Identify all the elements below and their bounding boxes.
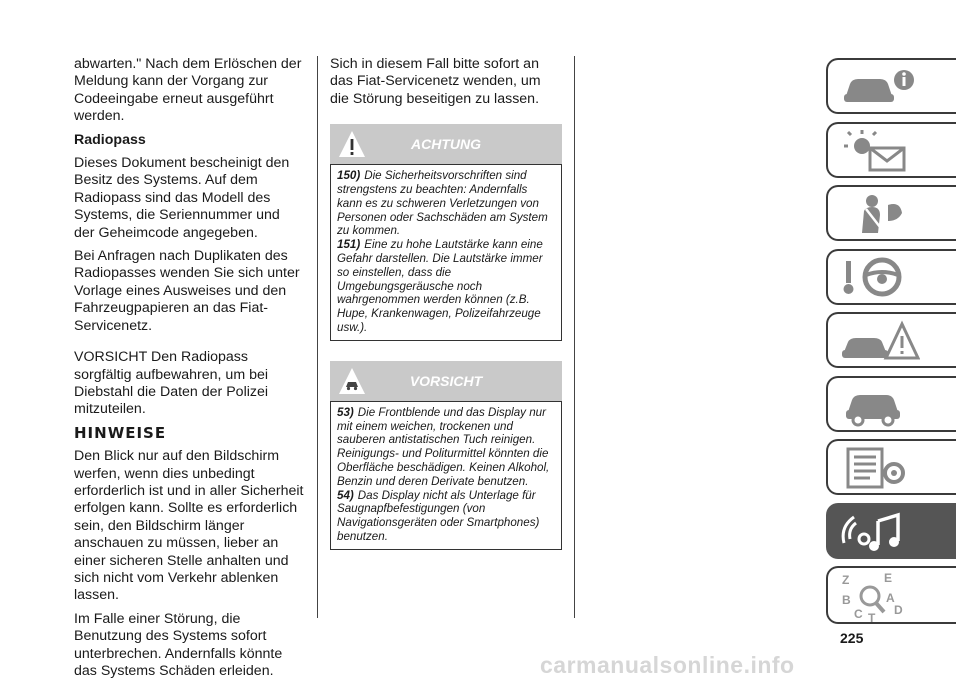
warning-lights-icon — [840, 128, 920, 174]
hinweise-heading: HINWEISE — [74, 423, 167, 442]
achtung-item — [337, 238, 555, 335]
chapter-tabs — [826, 58, 956, 632]
seat-safety-icon — [840, 191, 920, 237]
tab-car-emergency[interactable] — [826, 312, 956, 368]
hinweise-paragraph-2: Im Falle einer Störung, die Benutzung des Systems sofort unterbrechen. Andernfalls könnte das Systems Schäden erleiden. — [74, 610, 283, 679]
index-letter: A — [886, 591, 895, 605]
radiopass-heading: Radiopass — [74, 131, 146, 148]
radiopass-paragraph-2: Bei Anfragen nach Duplikaten des Radiopasses wenden Sie sich unter Vorlage eines Ausweises und den Fahrzeugpapieren an das Fiat-Servicenetz. — [74, 248, 300, 334]
achtung-text: Die Sicherheitsvorschriften sind strengstens zu beachten: Andernfalls kann es zu schweren Verletzungen von Personen oder Sachschäden am System zu kommen. — [337, 169, 548, 238]
tab-seat-safety[interactable] — [826, 185, 956, 241]
tab-car-info[interactable] — [826, 58, 956, 114]
achtung-header — [330, 124, 562, 164]
vorsicht-ref: 53) — [337, 405, 354, 419]
car-info-icon — [840, 64, 920, 110]
index-letter: Z — [842, 573, 850, 587]
right-intro-paragraph: Sich in diesem Fall bitte sofort an das Fiat-Servicenetz wenden, um die Störung beseitigen zu lassen. — [330, 56, 541, 107]
car-maintenance-icon — [840, 382, 920, 428]
hinweise-paragraph-1: Den Blick nur auf den Bildschirm werfen, wenn dies unbedingt erforderlich ist und in aller Sicherheit erfolgen kann. Sollte es erforderlich sein, den Bildschirm länger anschauen zu müssen, lieber an einer sicheren Stelle anhalten und sich nicht vom Verkehr ablenken lassen. — [74, 448, 304, 604]
radiopass-paragraph-3: VORSICHT Den Radiopass sorgfältig aufbewahren, um bei Diebstahl die Daten der Polizei mitzuteilen. — [74, 349, 269, 418]
tab-warning-lights[interactable] — [826, 122, 956, 178]
achtung-ref: 150) — [337, 169, 361, 183]
tab-multimedia[interactable] — [826, 503, 956, 559]
vorsicht-text: Die Frontblende und das Display nur mit einem weichen, trockenen und sauberen antistatischen Tuch reinigen. Reinigungs- und Politurmittel könnten die Oberfläche beschädigen. Keinen Alkohol, Benzin und deren Derivate benutzen. — [337, 405, 550, 488]
intro-paragraph: abwarten." Nach dem Erlöschen der Meldung kann der Vorgang zur Codeeingabe erneut ausgeführt werden. — [74, 56, 302, 125]
index-letter: E — [884, 572, 893, 585]
technical-data-icon — [840, 445, 920, 491]
index-letter: D — [894, 603, 903, 617]
vorsicht-ref: 54) — [337, 488, 354, 502]
index-letter: C — [854, 607, 863, 621]
tab-car-maintenance[interactable] — [826, 376, 956, 432]
index-letter: T — [868, 611, 876, 622]
left-column — [74, 56, 304, 686]
column-divider-2 — [574, 56, 575, 618]
multimedia-icon — [840, 509, 920, 555]
tab-index[interactable] — [826, 566, 956, 624]
vorsicht-item — [337, 489, 555, 544]
vorsicht-box — [330, 401, 562, 550]
achtung-text: Eine zu hohe Lautstärke kann eine Gefahr darstellen. Die Lautstärke immer so einstellen, dass die Umgebungsgeräusche noch wahrgenommen werden können (z.B. Hupe, Krankenwagen, Polizeifahrzeuge usw.). — [337, 238, 543, 334]
vorsicht-text: Das Display nicht als Unterlage für Saugnapfbefestigungen (von Navigationsgeräten oder Smartphones) benutzen. — [337, 488, 540, 543]
page-number: 225 — [840, 630, 864, 646]
index-letter: B — [842, 593, 851, 607]
vorsicht-item — [337, 406, 555, 489]
achtung-ref: 151) — [337, 238, 361, 252]
index-icon — [840, 572, 920, 622]
achtung-item — [337, 169, 555, 238]
achtung-title: ACHTUNG — [411, 136, 481, 153]
watermark: carmanualsonline.info — [540, 652, 795, 678]
tab-technical-data[interactable] — [826, 439, 956, 495]
radiopass-paragraph-1: Dieses Dokument bescheinigt den Besitz des Systems. Auf dem Radiopass sind das Modell des Systems, die Seriennummer und der Geheimcode angegeben. — [74, 155, 290, 241]
column-divider-1 — [317, 56, 318, 618]
car-emergency-icon — [840, 318, 920, 364]
right-column — [330, 56, 562, 550]
vorsicht-header — [330, 361, 562, 401]
tab-steering-wheel[interactable] — [826, 249, 956, 305]
steering-wheel-icon — [840, 255, 920, 301]
vorsicht-title: VORSICHT — [409, 372, 483, 389]
achtung-box — [330, 164, 562, 341]
